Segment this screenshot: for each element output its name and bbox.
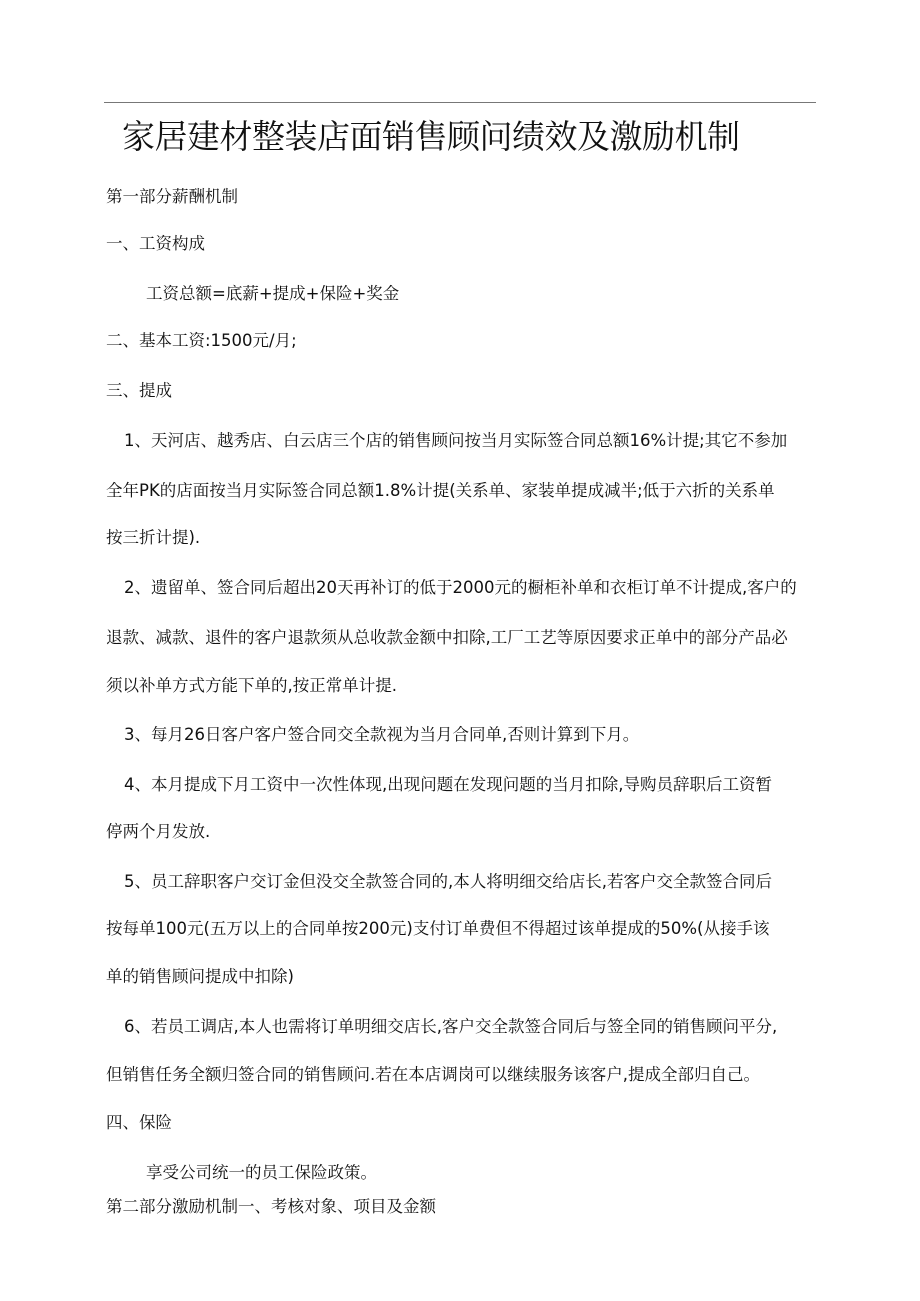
header-rule: [104, 102, 816, 103]
item5-line1: 5、员工辞职客户交订金但没交全款签合同的,本人将明细交给店长,若客户交全款签合同后: [124, 872, 772, 891]
section1-heading: 一、工资构成: [106, 234, 205, 253]
item5-line3: 单的销售顾问提成中扣除): [106, 967, 294, 986]
item1-line3: 按三折计提).: [106, 528, 201, 547]
item2-line2: 退款、减款、退件的客户退款须从总收款金额中扣除,工厂工艺等原因要求正单中的部分产品必: [106, 628, 788, 647]
salary-formula: 工资总额=底薪+提成+保险+奖金: [146, 284, 400, 303]
part2-heading: 第二部分激励机制一、考核对象、项目及金额: [106, 1197, 436, 1216]
item2-line1: 2、遗留单、签合同后超出20天再补订的低于2000元的橱柜补单和衣柜订单不计提成,客户的: [124, 578, 797, 597]
section2-heading: 二、基本工资:1500元/月;: [106, 331, 297, 350]
item6-line1: 6、若员工调店,本人也需将订单明细交店长,客户交全款签合同后与签全同的销售顾问平分,: [124, 1017, 778, 1036]
insurance-text: 享受公司统一的员工保险政策。: [146, 1163, 377, 1182]
page-title: 家居建材整装店面销售顾问绩效及激励机制: [122, 117, 740, 156]
item4-line2: 停两个月发放.: [106, 822, 211, 841]
item2-line3: 须以补单方式方能下单的,按正常单计提.: [106, 676, 397, 695]
item5-line2: 按每单100元(五万以上的合同单按200元)支付订单费但不得超过该单提成的50%(从接手该: [106, 919, 770, 938]
section4-heading: 四、保险: [106, 1113, 172, 1132]
item1-line2: 全年PK的店面按当月实际签合同总额1.8%计提(关系单、家装单提成减半;低于六折的关系单: [106, 481, 775, 500]
item6-line2: 但销售任务全额归签合同的销售顾问.若在本店调岗可以继续服务该客户,提成全部归自己。: [106, 1065, 760, 1084]
item1-line1: 1、天河店、越秀店、白云店三个店的销售顾问按当月实际签合同总额16%计提;其它不参加: [124, 431, 788, 450]
item3-line1: 3、每月26日客户客户签合同交全款视为当月合同单,否则计算到下月。: [124, 725, 640, 744]
part1-heading: 第一部分薪酬机制: [106, 187, 238, 206]
section3-heading: 三、提成: [106, 381, 172, 400]
item4-line1: 4、本月提成下月工资中一次性体现,出现问题在发现问题的当月扣除,导购员辞职后工资暂: [124, 775, 772, 794]
